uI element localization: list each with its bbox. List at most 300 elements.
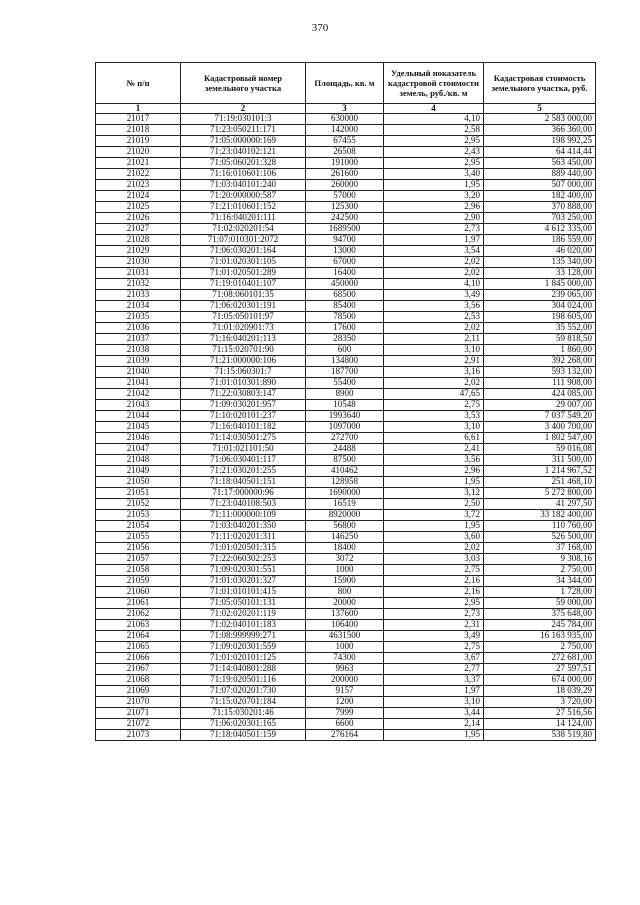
cell-specific-value: 3,49	[384, 631, 484, 642]
cell-cadastral-value: 239 065,00	[484, 290, 596, 301]
cell-cadastral-number: 71:19:030101:3	[181, 114, 306, 125]
table-row	[96, 697, 596, 708]
table-body	[96, 114, 596, 741]
cell-cadastral-value: 110 760,00	[484, 521, 596, 532]
cell-cadastral-value: 375 648,00	[484, 609, 596, 620]
table-row	[96, 719, 596, 730]
cell-cadastral-number: 71:21:030201:255	[181, 466, 306, 477]
cell-specific-value: 6,61	[384, 433, 484, 444]
cell-area: 450000	[306, 279, 384, 290]
cell-item-number: 21064	[96, 631, 181, 642]
cell-cadastral-number: 71:18:040501:159	[181, 730, 306, 741]
cell-specific-value: 3,37	[384, 675, 484, 686]
cell-cadastral-value: 7 037 549,20	[484, 411, 596, 422]
cell-area: 1993640	[306, 411, 384, 422]
cell-cadastral-value: 37 168,00	[484, 543, 596, 554]
cell-cadastral-number: 71:05:060201:328	[181, 158, 306, 169]
table-row	[96, 631, 596, 642]
cell-cadastral-number: 71:01:020501:289	[181, 268, 306, 279]
page-number: 370	[311, 22, 329, 34]
cell-item-number: 21018	[96, 125, 181, 136]
cell-specific-value: 2,77	[384, 664, 484, 675]
cell-area: 78500	[306, 312, 384, 323]
cell-specific-value: 1,97	[384, 235, 484, 246]
cell-cadastral-number: 71:21:000000:106	[181, 356, 306, 367]
cell-item-number: 21060	[96, 587, 181, 598]
cell-cadastral-value: 563 450,00	[484, 158, 596, 169]
cell-cadastral-number: 71:22:030803:147	[181, 389, 306, 400]
table-row	[96, 323, 596, 334]
cell-item-number: 21058	[96, 565, 181, 576]
cell-item-number: 21029	[96, 246, 181, 257]
cell-specific-value: 4,10	[384, 279, 484, 290]
cell-cadastral-value: 1 845 000,00	[484, 279, 596, 290]
cell-specific-value: 1,95	[384, 180, 484, 191]
cell-cadastral-number: 71:22:060302:253	[181, 554, 306, 565]
cell-cadastral-value: 538 519,80	[484, 730, 596, 741]
cell-cadastral-number: 71:09:020301:551	[181, 565, 306, 576]
cell-cadastral-number: 71:06:030401:117	[181, 455, 306, 466]
cell-item-number: 21057	[96, 554, 181, 565]
table-row	[96, 653, 596, 664]
cell-specific-value: 3,10	[384, 345, 484, 356]
cell-cadastral-value: 9 308,16	[484, 554, 596, 565]
cell-item-number: 21072	[96, 719, 181, 730]
cell-area: 9157	[306, 686, 384, 697]
cell-cadastral-number: 71:06:030201:164	[181, 246, 306, 257]
cell-item-number: 21030	[96, 257, 181, 268]
cell-area: 800	[306, 587, 384, 598]
cell-cadastral-number: 71:02:040101:183	[181, 620, 306, 631]
cell-cadastral-number: 71:06:020301:191	[181, 301, 306, 312]
cell-cadastral-value: 34 344,00	[484, 576, 596, 587]
table-row	[96, 345, 596, 356]
cell-item-number: 21063	[96, 620, 181, 631]
table-row	[96, 279, 596, 290]
table-row	[96, 444, 596, 455]
table-row	[96, 158, 596, 169]
cell-cadastral-value: 41 297,50	[484, 499, 596, 510]
column-number: 4	[384, 104, 484, 114]
cell-cadastral-number: 71:16:040101:182	[181, 422, 306, 433]
table-row	[96, 202, 596, 213]
cell-item-number: 21027	[96, 224, 181, 235]
cell-specific-value: 2,75	[384, 400, 484, 411]
cell-cadastral-value: 593 132,00	[484, 367, 596, 378]
cell-area: 106400	[306, 620, 384, 631]
cell-specific-value: 2,91	[384, 356, 484, 367]
table-row	[96, 433, 596, 444]
cell-cadastral-value: 18 039,29	[484, 686, 596, 697]
cell-item-number: 21040	[96, 367, 181, 378]
cell-item-number: 21053	[96, 510, 181, 521]
cell-specific-value: 2,14	[384, 719, 484, 730]
cell-item-number: 21022	[96, 169, 181, 180]
cell-cadastral-number: 71:01:020501:315	[181, 543, 306, 554]
cell-area: 8900	[306, 389, 384, 400]
cell-specific-value: 2,02	[384, 257, 484, 268]
cell-cadastral-value: 703 250,00	[484, 213, 596, 224]
cell-specific-value: 3,60	[384, 532, 484, 543]
header-row	[96, 63, 596, 104]
table-row	[96, 246, 596, 257]
cell-specific-value: 47,65	[384, 389, 484, 400]
cell-cadastral-number: 71:01:030201:327	[181, 576, 306, 587]
cell-specific-value: 2,16	[384, 587, 484, 598]
cell-area: 1000	[306, 565, 384, 576]
table-row	[96, 576, 596, 587]
cell-cadastral-value: 370 888,00	[484, 202, 596, 213]
cell-cadastral-number: 71:15:020701:90	[181, 345, 306, 356]
cell-cadastral-number: 71:05:050101:97	[181, 312, 306, 323]
cell-cadastral-value: 674 000,00	[484, 675, 596, 686]
cell-cadastral-number: 71:01:010301:890	[181, 378, 306, 389]
cell-cadastral-value: 2 750,00	[484, 565, 596, 576]
cell-item-number: 21071	[96, 708, 181, 719]
cell-area: 67000	[306, 257, 384, 268]
cell-cadastral-value: 182 400,00	[484, 191, 596, 202]
cell-specific-value: 2,02	[384, 543, 484, 554]
cell-item-number: 21020	[96, 147, 181, 158]
table-row	[96, 686, 596, 697]
table-row	[96, 675, 596, 686]
cell-specific-value: 2,95	[384, 136, 484, 147]
cell-cadastral-number: 71:01:010101:415	[181, 587, 306, 598]
cell-cadastral-number: 71:08:060101:35	[181, 290, 306, 301]
cell-specific-value: 2,02	[384, 268, 484, 279]
cell-item-number: 21051	[96, 488, 181, 499]
cell-area: 9963	[306, 664, 384, 675]
cell-item-number: 21067	[96, 664, 181, 675]
cell-specific-value: 2,53	[384, 312, 484, 323]
header-item-number: № п/п	[96, 63, 181, 104]
cell-specific-value: 3,16	[384, 367, 484, 378]
cell-cadastral-number: 71:19:020501:116	[181, 675, 306, 686]
cell-item-number: 21062	[96, 609, 181, 620]
cell-item-number: 21045	[96, 422, 181, 433]
cell-specific-value: 2,11	[384, 334, 484, 345]
cell-area: 16519	[306, 499, 384, 510]
cell-item-number: 21023	[96, 180, 181, 191]
table-row	[96, 290, 596, 301]
column-number: 1	[96, 104, 181, 114]
cell-specific-value: 3,56	[384, 455, 484, 466]
cell-cadastral-value: 366 360,00	[484, 125, 596, 136]
cell-cadastral-value: 59 016,08	[484, 444, 596, 455]
land-plots-table	[95, 62, 596, 741]
cell-area: 94700	[306, 235, 384, 246]
cell-area: 8920000	[306, 510, 384, 521]
cell-item-number: 21019	[96, 136, 181, 147]
table-row	[96, 730, 596, 741]
table-row	[96, 455, 596, 466]
cell-area: 74300	[306, 653, 384, 664]
cell-cadastral-number: 71:07:010301:2072	[181, 235, 306, 246]
cell-area: 68500	[306, 290, 384, 301]
cell-item-number: 21069	[96, 686, 181, 697]
cell-area: 128958	[306, 477, 384, 488]
table-row	[96, 378, 596, 389]
column-number: 2	[181, 104, 306, 114]
cell-cadastral-number: 71:18:040501:151	[181, 477, 306, 488]
table-row	[96, 191, 596, 202]
cell-cadastral-number: 71:01:020301:105	[181, 257, 306, 268]
cell-item-number: 21041	[96, 378, 181, 389]
cell-area: 137600	[306, 609, 384, 620]
cell-cadastral-value: 526 500,00	[484, 532, 596, 543]
cell-item-number: 21054	[96, 521, 181, 532]
cell-specific-value: 3,56	[384, 301, 484, 312]
table-row	[96, 257, 596, 268]
cell-cadastral-number: 71:23:040102:121	[181, 147, 306, 158]
header-cadastral-number: Кадастровый номер земельного участка	[181, 63, 306, 104]
cell-cadastral-value: 2 750,00	[484, 642, 596, 653]
cell-area: 1690000	[306, 488, 384, 499]
cell-specific-value: 2,95	[384, 158, 484, 169]
table-row	[96, 477, 596, 488]
cell-specific-value: 2,02	[384, 323, 484, 334]
cell-specific-value: 2,96	[384, 202, 484, 213]
cell-cadastral-value: 198 605,00	[484, 312, 596, 323]
cell-cadastral-value: 59 000,00	[484, 598, 596, 609]
cell-cadastral-number: 71:02:020201:119	[181, 609, 306, 620]
cell-area: 20000	[306, 598, 384, 609]
cell-specific-value: 2,73	[384, 224, 484, 235]
cell-cadastral-value: 245 784,00	[484, 620, 596, 631]
table-row	[96, 356, 596, 367]
table-row	[96, 664, 596, 675]
table-row	[96, 301, 596, 312]
cell-area: 1689500	[306, 224, 384, 235]
cell-cadastral-number: 71:09:030201:957	[181, 400, 306, 411]
cell-cadastral-value: 1 728,00	[484, 587, 596, 598]
cell-cadastral-number: 71:15:060301:7	[181, 367, 306, 378]
cell-cadastral-value: 3 400 700,00	[484, 422, 596, 433]
cell-item-number: 21048	[96, 455, 181, 466]
table-row	[96, 180, 596, 191]
cell-specific-value: 1,95	[384, 521, 484, 532]
cell-cadastral-value: 46 020,00	[484, 246, 596, 257]
cell-specific-value: 1,95	[384, 477, 484, 488]
cell-specific-value: 2,31	[384, 620, 484, 631]
cell-cadastral-number: 71:05:050101:131	[181, 598, 306, 609]
table-row	[96, 510, 596, 521]
cell-cadastral-number: 71:16:040201:111	[181, 213, 306, 224]
cell-area: 200000	[306, 675, 384, 686]
table-row	[96, 499, 596, 510]
cell-specific-value: 2,50	[384, 499, 484, 510]
table-row	[96, 543, 596, 554]
cell-cadastral-number: 71:16:040201:113	[181, 334, 306, 345]
cell-area: 55400	[306, 378, 384, 389]
cell-cadastral-number: 71:05:000000:169	[181, 136, 306, 147]
cell-item-number: 21046	[96, 433, 181, 444]
cell-area: 24488	[306, 444, 384, 455]
cell-cadastral-value: 16 163 935,00	[484, 631, 596, 642]
cell-specific-value: 3,53	[384, 411, 484, 422]
cell-item-number: 21059	[96, 576, 181, 587]
cell-specific-value: 2,96	[384, 466, 484, 477]
cell-area: 28350	[306, 334, 384, 345]
cell-cadastral-number: 71:09:020301:559	[181, 642, 306, 653]
table-row	[96, 334, 596, 345]
cell-area: 6600	[306, 719, 384, 730]
cell-cadastral-number: 71:02:020201:54	[181, 224, 306, 235]
cell-item-number: 21024	[96, 191, 181, 202]
cell-specific-value: 2,41	[384, 444, 484, 455]
cell-item-number: 21042	[96, 389, 181, 400]
cell-cadastral-number: 71:01:020901:73	[181, 323, 306, 334]
table-row	[96, 213, 596, 224]
cell-area: 242500	[306, 213, 384, 224]
cell-area: 187700	[306, 367, 384, 378]
column-number: 3	[306, 104, 384, 114]
cell-cadastral-value: 1 802 547,00	[484, 433, 596, 444]
cell-cadastral-number: 71:11:020201:311	[181, 532, 306, 543]
table-row	[96, 367, 596, 378]
cell-cadastral-value: 33 128,00	[484, 268, 596, 279]
cell-cadastral-number: 71:19:010401:107	[181, 279, 306, 290]
cell-cadastral-number: 71:15:030201:46	[181, 708, 306, 719]
table-row	[96, 708, 596, 719]
cell-area: 17600	[306, 323, 384, 334]
cell-area: 13000	[306, 246, 384, 257]
cell-item-number: 21050	[96, 477, 181, 488]
cell-item-number: 21033	[96, 290, 181, 301]
cell-cadastral-number: 71:01:020101:125	[181, 653, 306, 664]
cell-specific-value: 2,58	[384, 125, 484, 136]
cell-cadastral-number: 71:10:020101:237	[181, 411, 306, 422]
table-row	[96, 389, 596, 400]
cell-specific-value: 4,10	[384, 114, 484, 125]
cell-area: 276164	[306, 730, 384, 741]
table-row	[96, 136, 596, 147]
table-row	[96, 598, 596, 609]
cell-area: 67455	[306, 136, 384, 147]
cell-cadastral-number: 71:14:030501:275	[181, 433, 306, 444]
cell-item-number: 21028	[96, 235, 181, 246]
cell-specific-value: 2,95	[384, 598, 484, 609]
cell-area: 125300	[306, 202, 384, 213]
cell-cadastral-value: 135 340,00	[484, 257, 596, 268]
cell-cadastral-number: 71:17:000000:96	[181, 488, 306, 499]
cell-cadastral-value: 1 214 967,52	[484, 466, 596, 477]
cell-cadastral-value: 27 597,51	[484, 664, 596, 675]
table-row	[96, 521, 596, 532]
cell-cadastral-number: 71:06:020301:165	[181, 719, 306, 730]
cell-cadastral-number: 71:21:010601:152	[181, 202, 306, 213]
cell-specific-value: 3,72	[384, 510, 484, 521]
cell-cadastral-number: 71:14:040801:288	[181, 664, 306, 675]
cell-cadastral-number: 71:23:040108:503	[181, 499, 306, 510]
cell-specific-value: 3,20	[384, 191, 484, 202]
cell-cadastral-value: 889 440,00	[484, 169, 596, 180]
cell-area: 85400	[306, 301, 384, 312]
cell-area: 87500	[306, 455, 384, 466]
cell-item-number: 21068	[96, 675, 181, 686]
cell-cadastral-number: 71:23:050211:171	[181, 125, 306, 136]
cell-cadastral-value: 59 818,50	[484, 334, 596, 345]
cell-cadastral-value: 311 500,00	[484, 455, 596, 466]
cell-item-number: 21056	[96, 543, 181, 554]
cell-cadastral-value: 5 272 800,00	[484, 488, 596, 499]
table-row	[96, 411, 596, 422]
cell-cadastral-value: 507 000,00	[484, 180, 596, 191]
cell-specific-value: 1,97	[384, 686, 484, 697]
cell-specific-value: 2,75	[384, 642, 484, 653]
table-row	[96, 224, 596, 235]
cell-item-number: 21021	[96, 158, 181, 169]
cell-specific-value: 3,03	[384, 554, 484, 565]
cell-item-number: 21043	[96, 400, 181, 411]
cell-cadastral-value: 251 468,10	[484, 477, 596, 488]
cell-item-number: 21061	[96, 598, 181, 609]
cell-area: 1000	[306, 642, 384, 653]
cell-item-number: 21049	[96, 466, 181, 477]
cell-cadastral-value: 198 992,25	[484, 136, 596, 147]
cell-area: 7999	[306, 708, 384, 719]
cell-cadastral-value: 392 268,00	[484, 356, 596, 367]
cell-cadastral-value: 35 552,00	[484, 323, 596, 334]
cell-item-number: 21037	[96, 334, 181, 345]
cell-cadastral-value: 111 908,00	[484, 378, 596, 389]
cell-item-number: 21055	[96, 532, 181, 543]
cell-area: 261600	[306, 169, 384, 180]
cell-area: 57000	[306, 191, 384, 202]
header-area: Площадь, кв. м	[306, 63, 384, 104]
cell-area: 134800	[306, 356, 384, 367]
cell-cadastral-number: 71:03:040201:350	[181, 521, 306, 532]
cell-area: 16400	[306, 268, 384, 279]
table-row	[96, 125, 596, 136]
column-number: 5	[484, 104, 596, 114]
cell-cadastral-number: 71:20:000000:587	[181, 191, 306, 202]
cell-cadastral-number: 71:08:999999:271	[181, 631, 306, 642]
cell-area: 272700	[306, 433, 384, 444]
cell-cadastral-value: 1 860,00	[484, 345, 596, 356]
cell-area: 142000	[306, 125, 384, 136]
cell-item-number: 21026	[96, 213, 181, 224]
cell-area: 600	[306, 345, 384, 356]
cell-area: 260000	[306, 180, 384, 191]
cell-area: 1200	[306, 697, 384, 708]
cell-area: 3072	[306, 554, 384, 565]
table-row	[96, 466, 596, 477]
cell-specific-value: 2,90	[384, 213, 484, 224]
table-row	[96, 642, 596, 653]
cell-cadastral-value: 3 720,00	[484, 697, 596, 708]
cell-item-number: 21070	[96, 697, 181, 708]
cell-item-number: 21066	[96, 653, 181, 664]
cell-cadastral-number: 71:07:020201:730	[181, 686, 306, 697]
cell-item-number: 21047	[96, 444, 181, 455]
cell-specific-value: 3,44	[384, 708, 484, 719]
cell-specific-value: 2,02	[384, 378, 484, 389]
cell-area: 1097000	[306, 422, 384, 433]
cell-specific-value: 3,10	[384, 697, 484, 708]
cell-item-number: 21052	[96, 499, 181, 510]
table-row	[96, 532, 596, 543]
cell-area: 26508	[306, 147, 384, 158]
cell-cadastral-value: 424 085,00	[484, 389, 596, 400]
cell-cadastral-value: 4 612 335,00	[484, 224, 596, 235]
cell-cadastral-value: 304 024,00	[484, 301, 596, 312]
cell-specific-value: 3,12	[384, 488, 484, 499]
cell-item-number: 21073	[96, 730, 181, 741]
cell-area: 4631500	[306, 631, 384, 642]
cell-item-number: 21036	[96, 323, 181, 334]
cell-specific-value: 1,95	[384, 730, 484, 741]
